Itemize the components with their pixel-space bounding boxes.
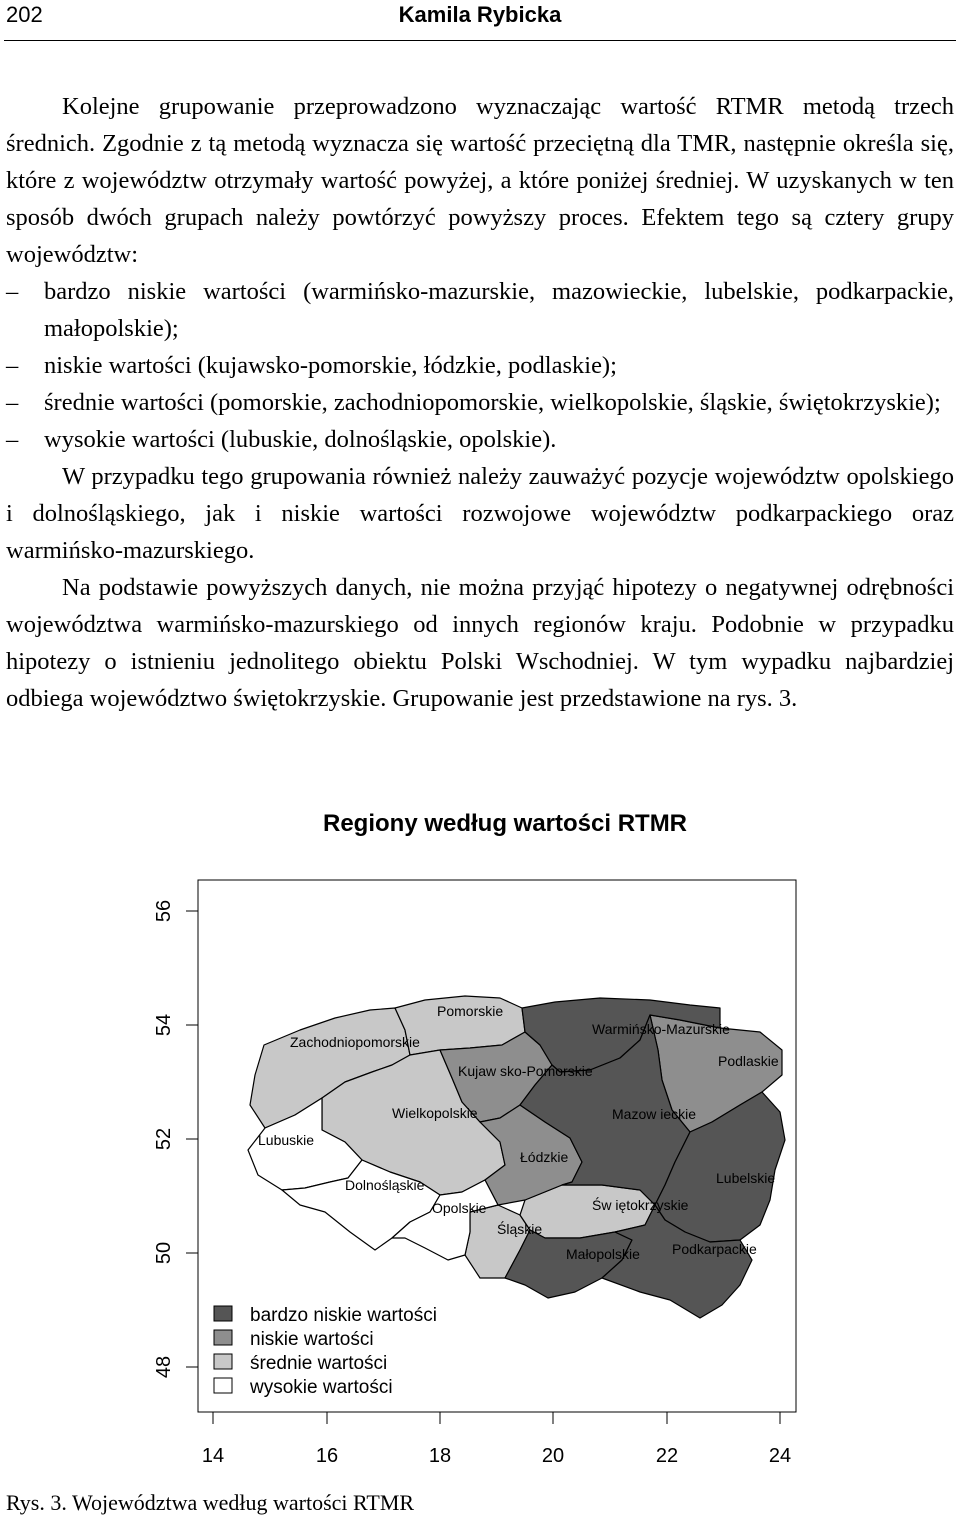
region-label: Zachodniopomorskie <box>290 1034 420 1050</box>
running-head: Kamila Rybicka <box>398 2 562 27</box>
legend-swatch <box>214 1330 232 1345</box>
legend-swatch <box>214 1306 232 1321</box>
region-label: Pomorskie <box>437 1003 504 1019</box>
x-tick-label: 20 <box>541 1445 565 1467</box>
list-dash: – <box>6 278 19 305</box>
region-label: Warmińsko-Mazurskie <box>592 1021 730 1037</box>
region-label: Śląskie <box>497 1221 543 1237</box>
region-map <box>0 860 960 1490</box>
region-label: Lubuskie <box>258 1132 315 1148</box>
y-tick-label: 50 <box>153 1241 175 1265</box>
list-item-text: wysokie wartości (lubuskie, dolnośląskie, opolskie). <box>44 426 557 453</box>
legend-swatch <box>214 1354 232 1369</box>
legend <box>214 1305 437 1398</box>
y-tick-label: 54 <box>153 1013 175 1037</box>
list-dash: – <box>6 426 19 453</box>
y-tick-label: 56 <box>153 899 175 923</box>
paragraph-1-line-1: Kolejne grupowanie przeprowadzono wyznaczając wartość RTMR metodą <box>62 93 875 120</box>
region-label: Lubelskie <box>716 1170 776 1186</box>
legend-swatch <box>214 1378 232 1393</box>
list-item <box>6 347 954 384</box>
x-tick-label: 16 <box>315 1445 339 1467</box>
legend-label: wysokie wartości <box>250 1377 393 1398</box>
header-rule <box>4 40 956 41</box>
legend-label: niskie wartości <box>250 1329 374 1350</box>
region-label: Kujaw sko-Pomorskie <box>458 1063 593 1079</box>
region-label: Podkarpackie <box>672 1241 757 1257</box>
x-axis <box>213 1412 780 1424</box>
region-label: Wielkopolskie <box>392 1105 478 1121</box>
region-label: Łódzkie <box>520 1149 569 1165</box>
region-label: Mazow ieckie <box>612 1106 697 1122</box>
list-item <box>6 273 954 347</box>
legend-label: bardzo niskie wartości <box>250 1305 437 1326</box>
region-label: Św iętokrzyskie <box>592 1197 689 1213</box>
list-item-text: średnie wartości (pomorskie, zachodniopomorskie, wielkopolskie, śląskie, świętokrzyskie); <box>44 389 941 416</box>
y-tick-label: 52 <box>153 1127 175 1151</box>
region-label: Podlaskie <box>718 1053 779 1069</box>
list-dash: – <box>6 389 19 416</box>
legend-label: średnie wartości <box>250 1353 388 1374</box>
x-tick-label: 22 <box>655 1445 679 1467</box>
paragraph-2: W przypadku tego grupowania również należy zauważyć pozycje województw opolskiego i dolnośląskiego, jak i niskie wartości rozwojowe województw podkarpackiego oraz warmińsko-mazurskiego. <box>6 463 954 564</box>
body-text <box>6 88 954 717</box>
list-dash: – <box>6 352 19 379</box>
figure-caption: Rys. 3. Województwa według wartości RTMR <box>6 1490 415 1515</box>
list-item <box>6 384 954 421</box>
paragraph-1-rest: trzech średnich. Zgodnie z tą metodą wyznacza się wartość przeciętną dla TMR, następnie określa się, które z województw otrzymały wartość powyżej, a które poniżej średniej. W uzyskanych w ten sposób dwóch grupach należy powtórzyć powyższy proces. Efektem tego są cztery grupy województw: <box>6 93 954 268</box>
region-label: Małopolskie <box>566 1246 640 1262</box>
page-number: 202 <box>6 2 43 27</box>
group-list <box>6 273 954 458</box>
region-label: Opolskie <box>432 1200 487 1216</box>
paragraph-1 <box>6 88 954 273</box>
list-item-text: bardzo niskie wartości (warmińsko-mazurskie, mazowieckie, lubelskie, podkarpackie, małopolskie); <box>44 278 954 342</box>
figure-title: Regiony według wartości RTMR <box>322 810 688 837</box>
x-tick-label: 14 <box>201 1445 225 1467</box>
page-header <box>0 0 960 44</box>
region-label: Dolnośląskie <box>345 1177 425 1193</box>
x-tick-label: 18 <box>428 1445 452 1467</box>
list-item <box>6 421 954 458</box>
y-tick-label: 48 <box>153 1355 175 1379</box>
paragraph-3: Na podstawie powyższych danych, nie można przyjąć hipotezy o negatywnej odrębności województwa warmińsko-mazurskiego od innych regionów kraju. Podobnie w przypadku hipotezy o istnieniu jednolitego obiektu Polski Wschodniej. W tym wypadku najbardziej odbiega województwo świętokrzyskie. Grupowanie jest przedstawione na rys. 3. <box>6 574 954 712</box>
x-tick-label: 24 <box>768 1445 792 1467</box>
list-item-text: niskie wartości (kujawsko-pomorskie, łódzkie, podlaskie); <box>44 352 617 379</box>
y-axis <box>186 911 198 1367</box>
